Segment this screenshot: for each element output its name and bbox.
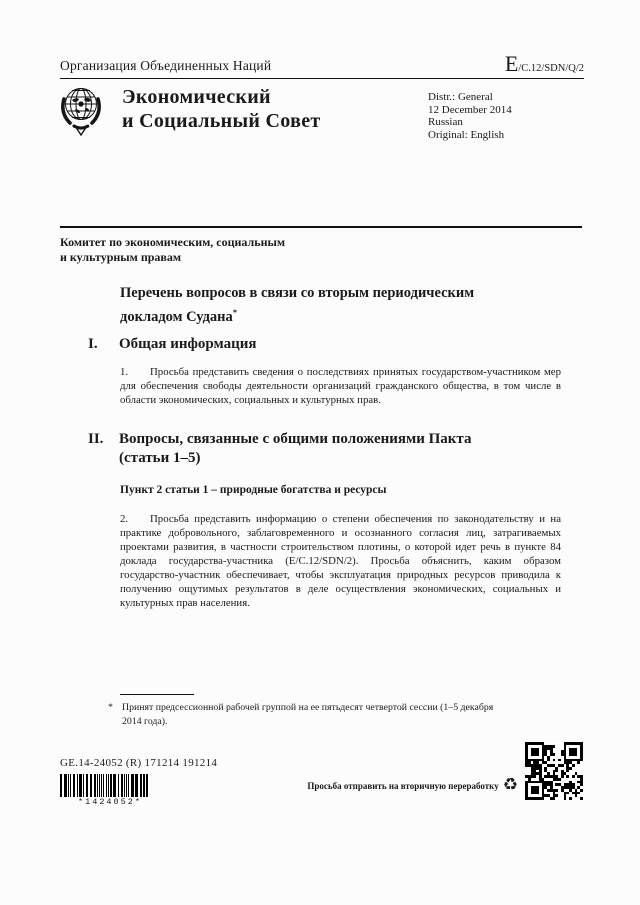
paragraph-2-text: Просьба представить информацию о степени обеспечения по законодательству и на практике добровольного, заблаговременного и осознанного согласия лиц, затрагиваемых проектами развития, в частности строительством плотины, о которой идет речь в пункте 84 доклада государства-участника (E/C.12/SDN/2). Просьба объяснить, каким образом государство-участник обеспечивает, чтобы эксплуатация природных ресурсов приводила к получению ощутимых результатов в деле осуществления экономических, социальных и культурных прав населения. (120, 513, 561, 609)
section-2-heading (88, 430, 519, 467)
paragraph-2-number: 2. (120, 513, 129, 525)
section-2-numeral: II. (88, 431, 104, 447)
qr-code (525, 742, 583, 800)
header (60, 47, 584, 79)
council-title-line1: Экономический (122, 86, 271, 108)
original-language-line: Original: English (428, 128, 505, 141)
footnote-marker: * (108, 702, 113, 713)
document-title (120, 284, 520, 326)
distr-line: Distr.: General (428, 91, 493, 103)
footnote (108, 701, 508, 729)
language-line: Russian (428, 116, 463, 128)
date-line: 12 December 2014 (428, 103, 512, 116)
section-2-subheading: Пункт 2 статьи 1 – природные богатства и ресурсы (120, 484, 387, 496)
council-title (122, 85, 321, 133)
document-code: GE.14-24052 (R) 171214 191214 (60, 757, 218, 769)
barcode-text: *1424052* (78, 797, 142, 807)
council-title-line2: и Социальный Совет (122, 110, 321, 132)
footnote-divider (120, 694, 194, 695)
section-1-heading (88, 335, 539, 354)
header-divider (60, 226, 582, 228)
document-symbol (505, 53, 584, 78)
paragraph-1 (120, 365, 561, 407)
footnote-text: Принят предсессионной рабочей группой на ее пятьдесят четвертой сессии (1–5 декабря 2014 года). (122, 702, 494, 727)
recycle-text: Просьба отправить на вторичную переработку (307, 780, 499, 791)
paragraph-1-text: Просьба представить сведения о последствиях принятых государством-участником мер для обеспечения свободы деятельности организаций гражданского общества, в том числе в области экономических, социальных и культурных прав. (120, 366, 561, 406)
barcode (60, 774, 150, 797)
un-org-name: Организация Объединенных Наций (60, 58, 272, 73)
committee-name (60, 235, 285, 265)
un-emblem-icon (57, 83, 105, 139)
document-title-text: Перечень вопросов в связи со вторым периодическим докладом Судана (120, 285, 475, 325)
recycle-icon: ♻ (502, 775, 518, 795)
paragraph-1-number: 1. (120, 366, 129, 378)
paragraph-2 (120, 512, 561, 610)
section-1-numeral: I. (88, 336, 98, 352)
section-1-heading-text: Общая информация (119, 336, 257, 352)
document-symbol-rest: /C.12/SDN/Q/2 (518, 63, 584, 74)
title-footnote-marker: * (232, 306, 238, 317)
distribution-info (428, 91, 512, 141)
recycle-notice (250, 777, 518, 794)
committee-name-line1: Комитет по экономическим, социальным (60, 235, 286, 249)
committee-name-line2: и культурным правам (60, 250, 182, 264)
section-2-heading-text: Вопросы, связанные с общими положениями Пакта (статьи 1–5) (119, 431, 472, 466)
document-symbol-letter: E (504, 51, 519, 76)
